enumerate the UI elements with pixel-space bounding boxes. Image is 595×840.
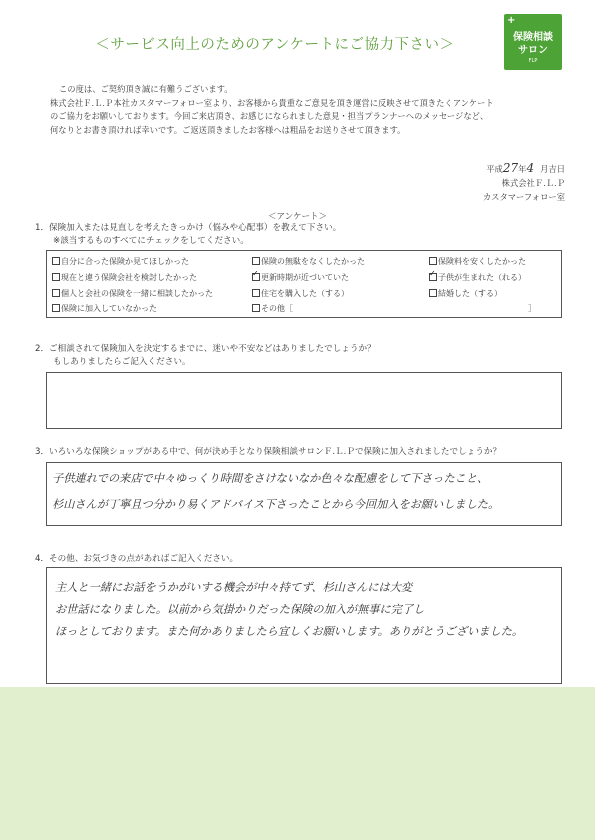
date-line: 平成27年4 月吉日 <box>486 161 565 175</box>
logo-plus-icon: + <box>507 15 516 26</box>
checkbox-icon[interactable] <box>429 269 437 281</box>
checkbox-icon[interactable] <box>52 257 60 265</box>
survey-heading: ＜アンケート＞ <box>268 212 327 222</box>
q4-text: 4．その他、お気づきの点があればご記入ください。 <box>35 554 239 564</box>
q1-text: 1．保険加入または見直しを考えたきっかけ（悩みや心配事）を教えて下さい。 ※該当するものすべてにチェックをしてください。 <box>35 223 342 246</box>
logo-line1: 保険相談 <box>513 32 553 43</box>
q4-answer-line: お世話になりました。以前から気掛かりだった保険の加入が無事に完了し <box>55 603 425 616</box>
q4-answer-box[interactable] <box>46 567 562 684</box>
month-handwritten: 4 <box>526 161 535 175</box>
dept-name: カスタマーフォロー室 <box>482 192 565 202</box>
checkbox-option[interactable]: 住宅を購入した（する） <box>252 288 349 299</box>
checkbox-icon[interactable] <box>252 304 260 312</box>
q3-answer-line: 杉山さんが丁寧且つ分かり易くアドバイス下さったことから今回加入をお願いしました。 <box>52 498 500 511</box>
checkmark-icon: ✓ <box>429 269 436 278</box>
checkbox-option[interactable]: 個人と会社の保険を一緒に相談したかった <box>52 288 213 299</box>
checkbox-icon[interactable] <box>252 269 260 281</box>
q3-answer-line: 子供連れでの来店で中々ゆっくり時間をさけないなか色々な配慮をして下さったこと、 <box>52 472 489 485</box>
intro-text <box>50 83 570 137</box>
other-bracket-close: ］ <box>528 304 536 313</box>
checkbox-icon[interactable] <box>52 304 60 312</box>
page-title: ＜サービス向上のためのアンケートにご協力下さい＞ <box>95 37 455 53</box>
intro-line: 株式会社Ｆ.Ｌ.Ｐ本社カスタマーフォロー室より、お客様から貴重なご意見を頂き運営に反映させて頂きたくアンケート <box>50 97 494 108</box>
company-name: 株式会社Ｆ.Ｌ.Ｐ <box>501 178 565 188</box>
checkbox-option[interactable]: 保険料を安くしたかった <box>429 256 526 267</box>
year-handwritten: 27 <box>502 161 519 175</box>
intro-line: この度は、ご契約頂き誠に有難うございます。 <box>59 84 233 94</box>
q4-answer-line: 主人と一緒にお話をうかがいする機会が中々持てず、杉山さんには大変 <box>55 581 413 594</box>
checkmark-icon: ✓ <box>252 269 259 278</box>
checkbox-option[interactable]: ✓ 更新時期が近づいていた <box>252 269 349 282</box>
intro-line: 何なりとお書き頂ければ幸いです。ご返送頂きましたお客様へは粗品をお送りさせて頂きます。 <box>50 124 406 135</box>
q2-answer-box[interactable] <box>46 372 562 429</box>
checkbox-option-other[interactable]: その他［ <box>252 303 293 314</box>
logo-line2: サロン <box>518 45 548 56</box>
q1-note: ※該当するものすべてにチェックをしてください。 <box>53 236 249 246</box>
checkbox-icon[interactable] <box>429 289 437 297</box>
checkbox-icon[interactable] <box>252 289 260 297</box>
q3-answer-box[interactable] <box>46 462 562 526</box>
footer-band <box>0 687 595 840</box>
brand-logo <box>504 14 562 70</box>
q3-text: 3．いろいろな保険ショップがある中で、何が決め手となり保険相談サロンＦ.Ｌ.Ｐで保険に加入されましたでしょうか？ <box>35 447 502 457</box>
checkbox-option[interactable]: ✓ 子供が生まれた（れる） <box>429 269 526 282</box>
checkbox-icon[interactable] <box>429 257 437 265</box>
q2-sub: もしありましたらご記入ください。 <box>53 357 191 367</box>
checkbox-option[interactable]: 結婚した（する） <box>429 288 502 299</box>
checkbox-option[interactable]: 保険に加入していなかった <box>52 303 157 314</box>
date-block <box>483 161 565 204</box>
q4-answer-line: ほっとしております。また何かありましたら宜しくお願いします。ありがとうございました。 <box>55 625 524 638</box>
checkbox-option[interactable]: 現在と違う保険会社を検討したかった <box>52 272 197 283</box>
q2-text: 2．ご相談されて保険加入を決定するまでに、迷いや不安などはありましたでしょうか？ もしありましたらご記入ください。 <box>35 344 376 367</box>
checkbox-option[interactable]: 自分に合った保険か見てほしかった <box>52 256 189 267</box>
checkbox-option[interactable]: 保険の無駄をなくしたかった <box>252 256 365 267</box>
checkbox-icon[interactable] <box>252 257 260 265</box>
checkbox-icon[interactable] <box>52 273 60 281</box>
checkbox-icon[interactable] <box>52 289 60 297</box>
logo-line3: FLP <box>528 58 538 64</box>
intro-line: のご協力をお願いしております。今回ご来店頂き、お感じになられました意見・担当プランナーへのメッセージなど、 <box>50 111 489 121</box>
